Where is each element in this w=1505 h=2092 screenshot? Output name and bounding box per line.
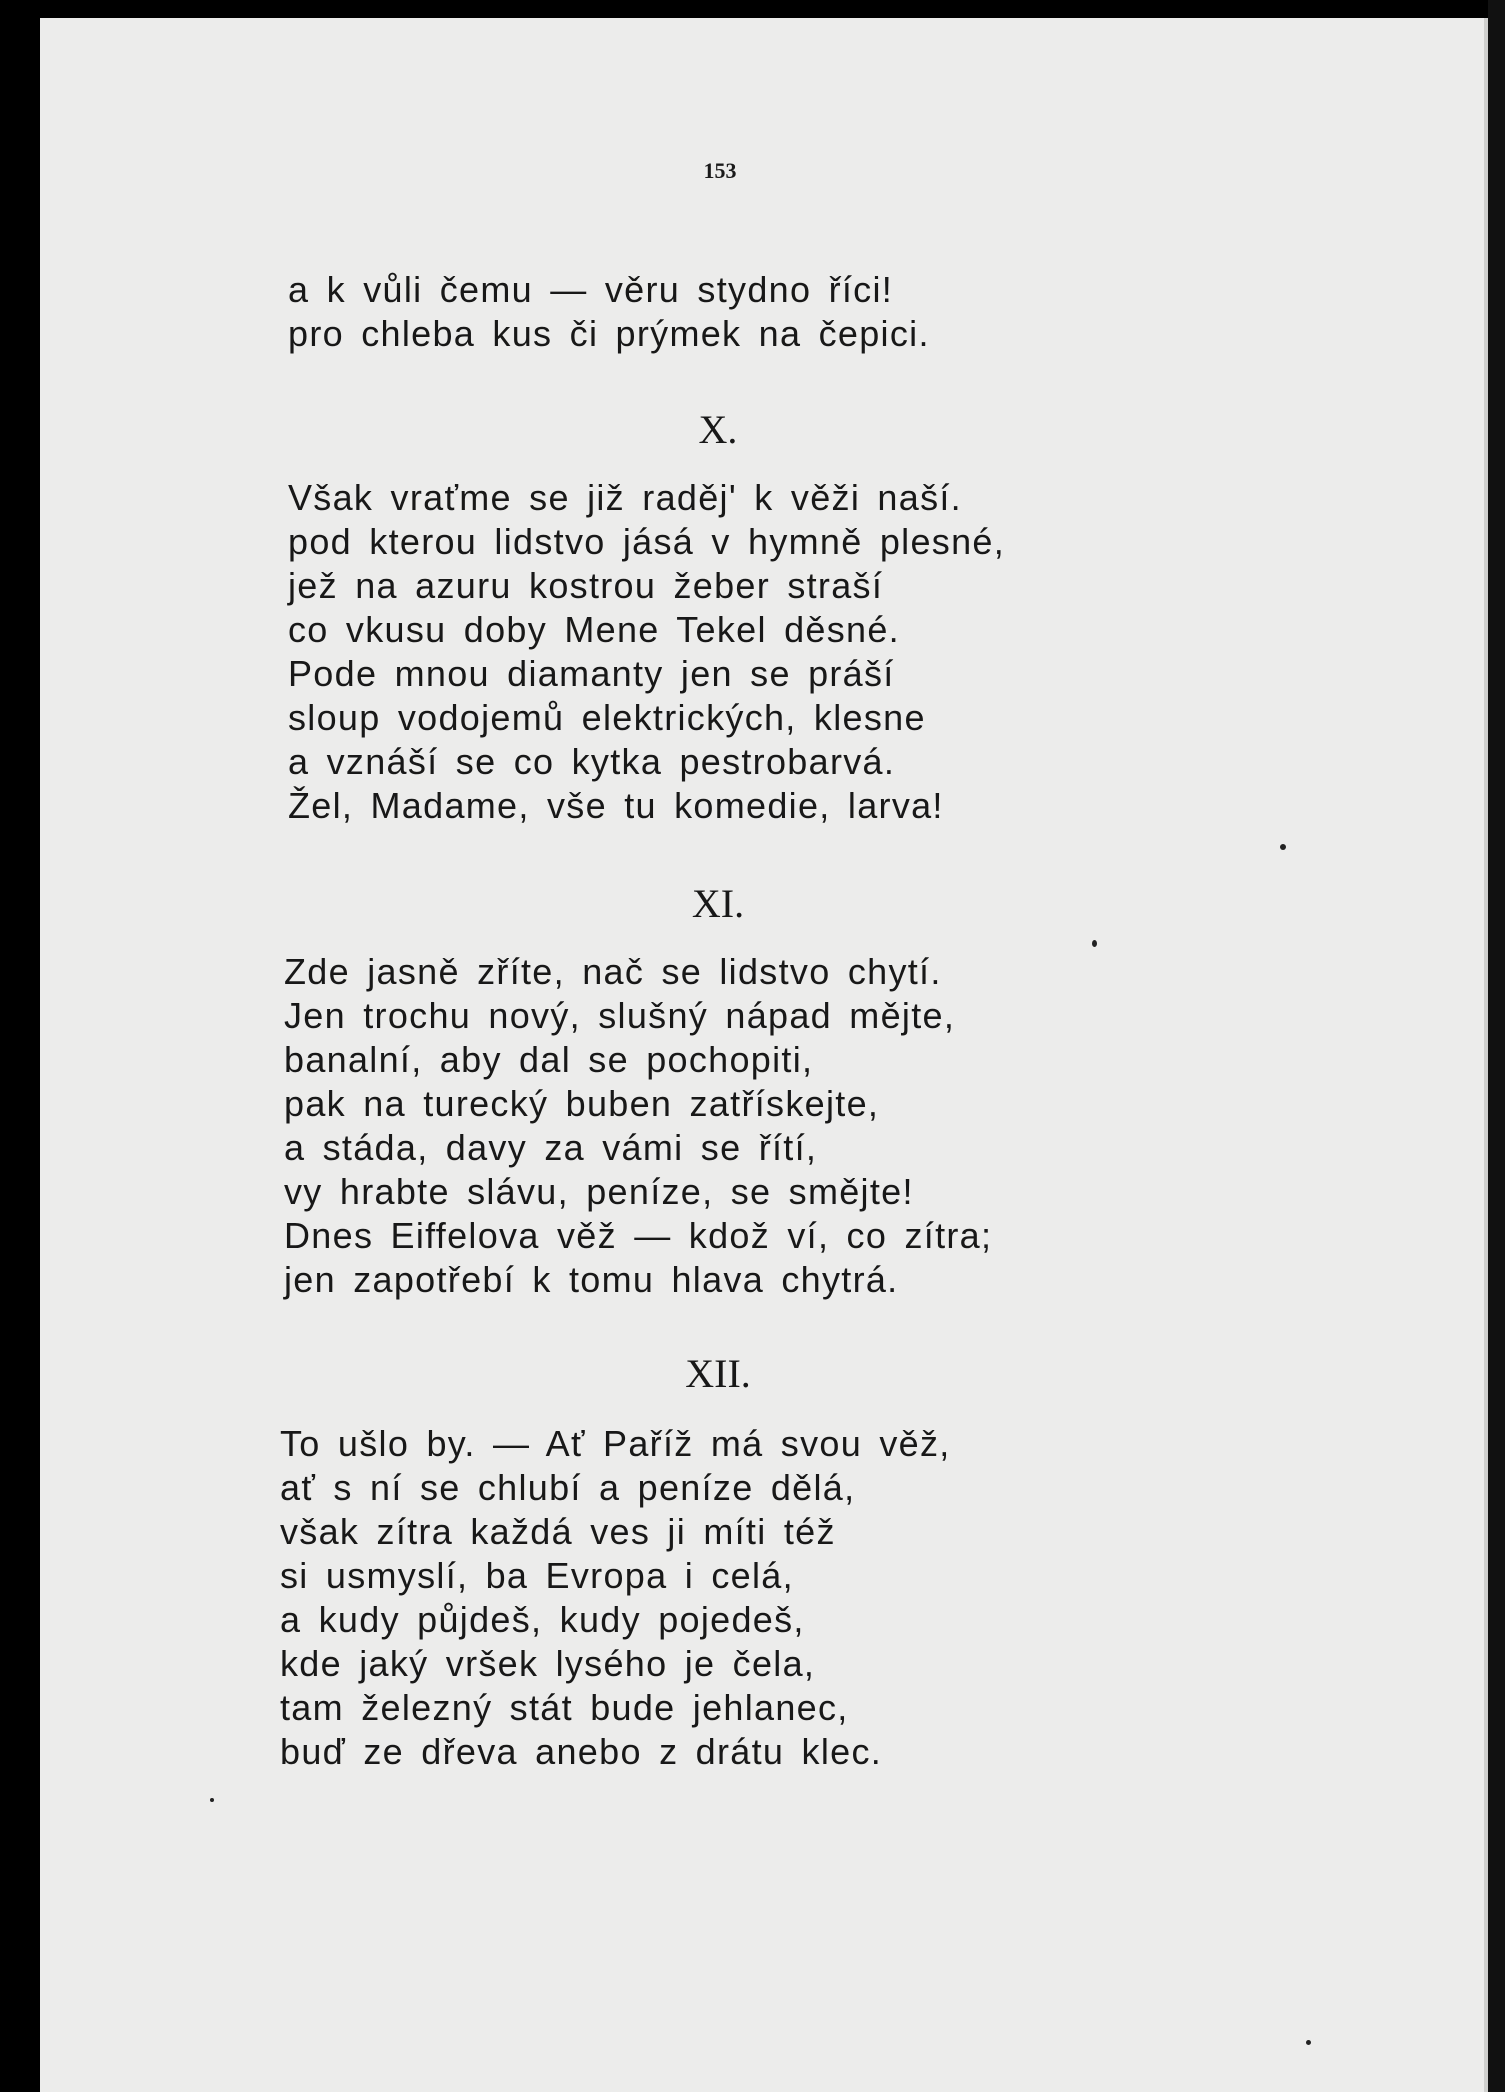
verse-line: a k vůli čemu — věru stydno říci! (288, 269, 894, 310)
verse-line: si usmyslí, ba Evropa i celá, (280, 1555, 794, 1596)
stanza-xii (280, 1422, 1280, 1774)
verse-line: banalní, aby dal se pochopiti, (284, 1039, 814, 1080)
section-heading-xi: XI. (691, 881, 745, 926)
stanza-continuation (288, 268, 1288, 356)
scan-edge (1488, 0, 1505, 2092)
book-page (40, 18, 1488, 2092)
verse-line: tam železný stát bude jehlanec, (280, 1687, 849, 1728)
verse-line: pro chleba kus či prýmek na čepici. (288, 313, 930, 354)
verse-line: kde jaký vršek lysého je čela, (280, 1643, 816, 1684)
verse-line: Žel, Madame, vše tu komedie, larva! (288, 785, 944, 826)
stanza-x (288, 476, 1288, 828)
stanza-xi (284, 950, 1284, 1302)
verse-line: však zítra každá ves ji míti též (280, 1511, 836, 1552)
section-heading-x: X. (698, 407, 738, 452)
verse-line: Pode mnou diamanty jen se práší (288, 653, 895, 694)
verse-line: a stáda, davy za vámi se řítí, (284, 1127, 818, 1168)
verse-line: jen zapotřebí k tomu hlava chytrá. (284, 1259, 899, 1300)
verse-line: pod kterou lidstvo jásá v hymně plesné, (288, 521, 1006, 562)
verse-line: vy hrabte slávu, peníze, se smějte! (284, 1171, 914, 1212)
verse-line: ať s ní se chlubí a peníze dělá, (280, 1467, 856, 1508)
scan-speck (1280, 844, 1286, 850)
page-number: 153 (703, 158, 737, 183)
verse-line: Však vraťme se již raděj' k věži naší. (288, 477, 962, 518)
scan-speck (1092, 940, 1097, 947)
verse-line: To ušlo by. — Ať Paříž má svou věž, (280, 1423, 951, 1464)
verse-line: pak na turecký buben zatřískejte, (284, 1083, 880, 1124)
verse-line: a kudy půjdeš, kudy pojedeš, (280, 1599, 805, 1640)
verse-line: Dnes Eiffelova věž — kdož ví, co zítra; (284, 1215, 993, 1256)
verse-line: jež na azuru kostrou žeber straší (288, 565, 884, 606)
scan-speck (210, 1798, 214, 1802)
section-heading-xii: XII. (685, 1351, 751, 1396)
verse-line: Jen trochu nový, slušný nápad mějte, (284, 995, 956, 1036)
verse-line: buď ze dřeva anebo z drátu klec. (280, 1731, 883, 1772)
verse-line: sloup vodojemů elektrických, klesne (288, 697, 926, 738)
scan-speck (1306, 2040, 1311, 2045)
verse-line: co vkusu doby Mene Tekel děsné. (288, 609, 900, 650)
verse-line: a vznáší se co kytka pestrobarvá. (288, 741, 896, 782)
verse-line: Zde jasně zříte, nač se lidstvo chytí. (284, 951, 942, 992)
